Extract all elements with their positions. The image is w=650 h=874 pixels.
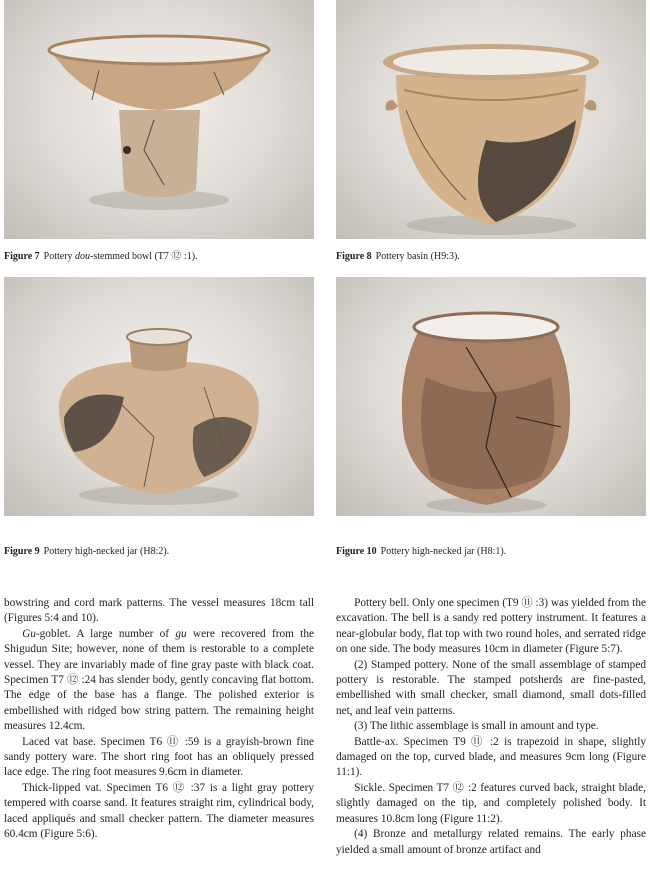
paragraph-gu-goblet — [4, 627, 314, 735]
caption-text: Pottery — [43, 251, 76, 262]
caption-italic: dou — [75, 251, 91, 262]
paragraph-sickle: Sickle. Specimen T7 ⑫ :2 features curved back, straight blade, slightly damaged on the tip, and completely polished body. It measures 10.8cm long (Figure 11:2). — [336, 781, 646, 825]
caption-text: Pottery basin (H9:3). — [375, 251, 460, 262]
paragraph-stamped-pottery: (2) Stamped pottery. None of the small assemblage of stamped pottery is restorable. The stamped potsherds are fine-pasted, embellished with small checker, small diamond, small dots-filled net, and leaf vein patterns. — [336, 658, 646, 717]
left-text-column — [4, 596, 314, 843]
paragraph-pottery-bell: Pottery bell. Only one specimen (T9 ⑪ :3) was yielded from the excavation. The bell is a sandy red pottery instrument. It features a near-globular body, flat top with two round holes, and serrated ridge on one side. The body measures 10cm in diameter (Figure 5:7). — [336, 597, 646, 656]
gu-text-b: were recovered from the Shigudun Site; however, none of them is restorable to a complete vessel. They are invariably made of fine gray paste with black coat. Specimen T7 ⑫ :24 has slender body, gently concaving flat bottom. The edge of the base has a flange. The polished exterior is embellished with ridged bow string pattern. The remaining height measures 12.4cm. — [4, 627, 314, 733]
figure-label: Figure 7 — [4, 251, 40, 262]
figure-9-photo — [4, 277, 314, 516]
paragraph-thick-lipped-vat: Thick-lipped vat. Specimen T6 ⑫ :37 is a light gray pottery tempered with coarse sand. It features straight rim, cylindrical body, laced appliqués and small checker pattern. The diameter measures 60.4cm (Figure 5:6). — [4, 781, 314, 841]
figure-10-caption — [336, 545, 506, 558]
figure-7-photo — [4, 0, 314, 239]
figure-label: Figure 10 — [336, 546, 377, 557]
figure-label: Figure 9 — [4, 546, 40, 557]
figure-9-caption — [4, 545, 169, 558]
gu-text-a: -goblet. A large number of — [35, 627, 176, 640]
paragraph-lithic: (3) The lithic assemblage is small in amount and type. — [354, 720, 599, 733]
figure-8-photo — [336, 0, 646, 239]
figure-10-photo — [336, 277, 646, 516]
gu-term-2: gu — [175, 627, 187, 640]
paragraph-laced-vat: Laced vat base. Specimen T6 ⑪ :59 is a grayish-brown fine sandy pottery ware. The short ring foot has an obliquely pressed lace edge. The ring foot measures 9.6cm in diameter. — [4, 735, 314, 779]
figure-8-caption — [336, 250, 460, 263]
caption-text: Pottery high-necked jar (H8:2). — [43, 546, 170, 557]
figure-7-caption — [4, 250, 198, 263]
gu-term: Gu — [22, 627, 36, 640]
paragraph-bronze: (4) Bronze and metallurgy related remains. The early phase yielded a small amount of bronze artifact and — [336, 828, 646, 856]
paragraph-bowstring: bowstring and cord mark patterns. The vessel measures 18cm tall (Figures 5:4 and 10). — [4, 597, 314, 625]
caption-text-end: -stemmed bowl (T7 ⑫ :1). — [90, 251, 198, 262]
caption-text: Pottery high-necked jar (H8:1). — [380, 546, 507, 557]
right-text-column — [336, 596, 646, 858]
figure-label: Figure 8 — [336, 251, 372, 262]
paragraph-battle-ax: Battle-ax. Specimen T9 ⑪ :2 is trapezoid in shape, slightly damaged on the top, curved blade, and measures 9cm long (Figure 11:1). — [336, 735, 646, 779]
